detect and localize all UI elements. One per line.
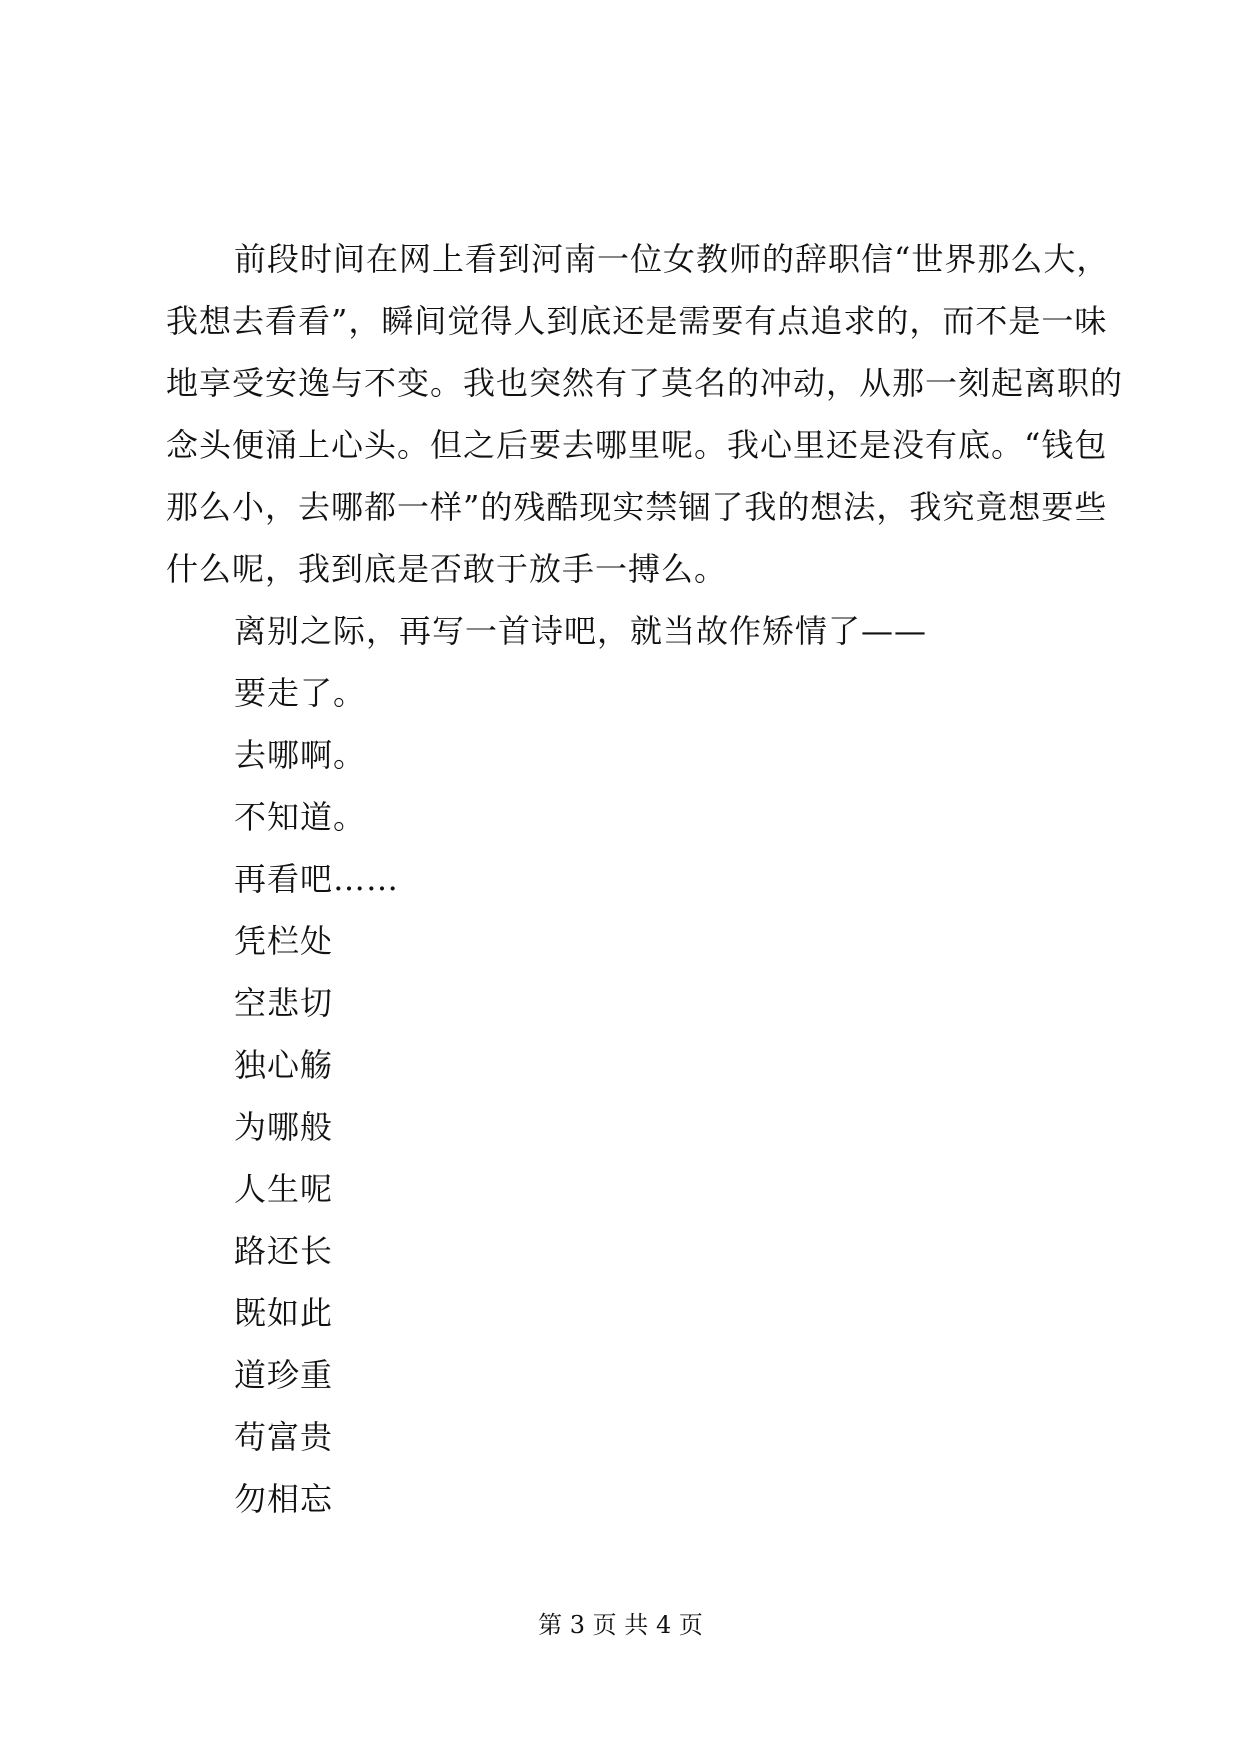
paragraph-poem-lead: 离别之际，再写一首诗吧，就当故作矫情了——: [234, 612, 928, 650]
poem-line: 要走了。: [234, 674, 367, 712]
poem-line: 不知道。: [234, 798, 367, 836]
poem-line: 去哪啊。: [234, 736, 367, 774]
poem-line: 空悲切: [234, 984, 334, 1022]
poem-line: 再看吧……: [234, 860, 400, 898]
poem-line: 勿相忘: [234, 1480, 334, 1518]
poem-line: 苟富贵: [234, 1418, 334, 1456]
page-number-footer: 第 3 页 共 4 页: [538, 1611, 703, 1639]
poem: [166, 662, 1126, 1530]
document-body: [166, 228, 1126, 1530]
poem-line: 道珍重: [234, 1356, 334, 1394]
poem-line: 既如此: [234, 1294, 334, 1332]
poem-line: 凭栏处: [234, 922, 334, 960]
poem-line: 路还长: [234, 1232, 334, 1270]
poem-line: 独心觞: [234, 1046, 334, 1084]
poem-line: 人生呢: [234, 1170, 334, 1208]
paragraph-intro: 前段时间在网上看到河南一位女教师的辞职信“世界那么大，我想去看看”，瞬间觉得人到底还是需要有点追求的，而不是一味地享受安逸与不变。我也突然有了莫名的冲动，从那一刻起离职的念头便涌上心头。但之后要去哪里呢。我心里还是没有底。“钱包那么小，去哪都一样”的残酷现实禁锢了我的想法，我究竟想要些什么呢，我到底是否敢于放手一搏么。: [166, 240, 1124, 588]
poem-line: 为哪般: [234, 1108, 334, 1146]
